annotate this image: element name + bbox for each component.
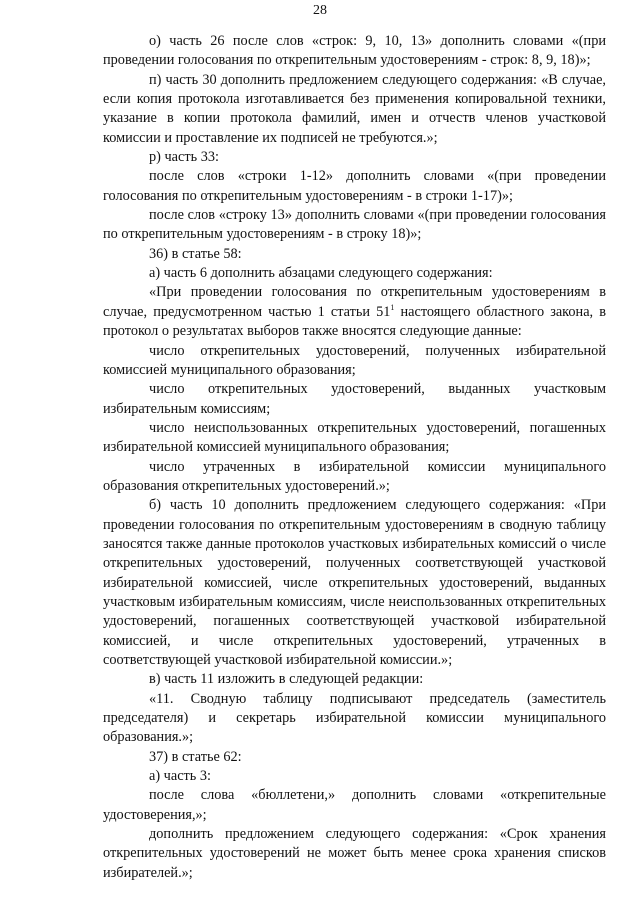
paragraph-text-tail: настоящего областного закона, в протокол о результатах выборов также вносятся следующие данные: — [103, 303, 606, 340]
paragraph-with-footnote — [103, 283, 606, 341]
paragraph-text: «При проведении голосования по открепительным удостоверениям в случае, предусмотренном частью 1 статьи 51 — [103, 284, 606, 320]
paragraph: число открепительных удостоверений, выданных участковым избирательным комиссиям; — [103, 381, 606, 417]
paragraph: а) часть 6 дополнить абзацами следующего содержания: — [149, 265, 493, 282]
paragraph: число утраченных в избирательной комиссии муниципального образования открепительных удостоверений.»; — [103, 458, 606, 494]
paragraph: а) часть 3: — [149, 768, 212, 785]
paragraph: «11. Сводную таблицу подписывают председатель (заместитель председателя) и секретарь избирательной комиссии муниципального образования.»; — [103, 690, 606, 746]
paragraph: 37) в статье 62: — [149, 748, 242, 765]
paragraph: б) часть 10 дополнить предложением следующего содержания: «При проведении голосования по открепительным удостоверениям в сводную таблицу заносятся также данные протоколов участковых избирательных комиссий о числе открепительных удостоверений, полученных соответствующей участковой избирательной комиссией, числе открепительных удостоверений, выданных участковым избирательным комиссиям, числе неиспользованных открепительных удостоверений, погашенных соответствующей участковой избирательной комиссией, и числе открепительных удостоверений, утраченных в соответствующей участковой избирательной комиссии.»; — [103, 497, 606, 668]
paragraph: 36) в статье 58: — [149, 245, 242, 262]
paragraph: дополнить предложением следующего содержания: «Срок хранения открепительных удостоверений не может быть менее срока хранения списков избирателей.»; — [103, 826, 606, 881]
paragraph: число открепительных удостоверений, полученных избирательной комиссией муниципального образования; — [103, 342, 606, 378]
paragraph: после слов «строки 1-12» дополнить словами «(при проведении голосования по открепительным удостоверениям - в строки 1-17)»; — [103, 168, 606, 204]
paragraph: в) часть 11 изложить в следующей редакции: — [149, 671, 424, 688]
paragraph: о) часть 26 после слов «строк: 9, 10, 13» дополнить словами «(при проведении голосования по открепительным удостоверениям - строк: 8, 9, 18)»; — [103, 33, 606, 69]
paragraph: п) часть 30 дополнить предложением следующего содержания: «В случае, если копия протокола изготавливается без применения копировальной техники, указание в копии протокола фамилий, имен и отчеств членов участковой комиссии и проставление их подписей не требуются.»; — [103, 71, 606, 146]
paragraph: р) часть 33: — [149, 149, 219, 166]
paragraph: после слов «строку 13» дополнить словами «(при проведении голосования по открепительным удостоверениям - в строку 18)»; — [103, 207, 606, 243]
page-number: 28 — [313, 3, 327, 18]
footnote-mark: 1 — [390, 303, 395, 313]
paragraph: число неиспользованных открепительных удостоверений, погашенных избирательной комиссией муниципального образования; — [103, 419, 606, 456]
paragraph: после слова «бюллетени,» дополнить словами «открепительные удостоверения,»; — [103, 787, 606, 823]
document-body — [103, 32, 606, 883]
